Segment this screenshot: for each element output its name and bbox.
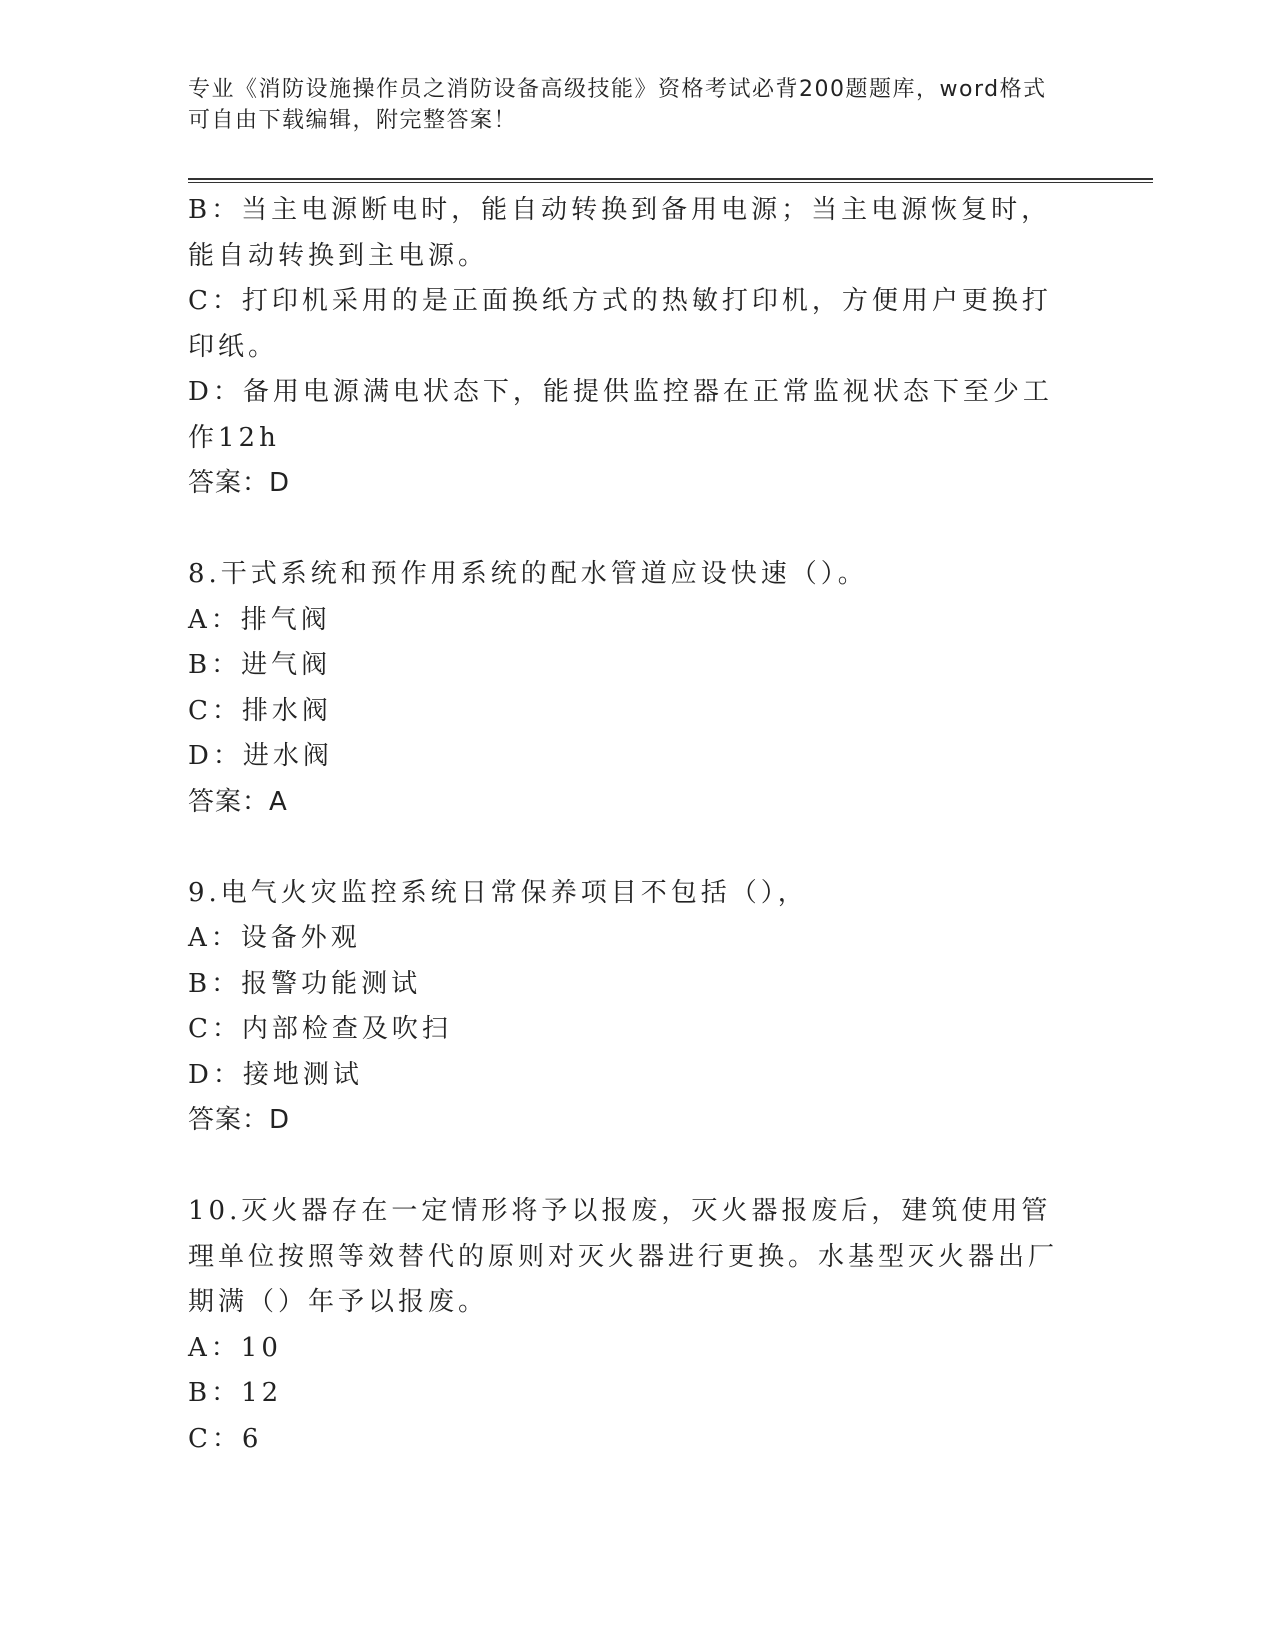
question-spacer [188,825,1078,871]
question-spacer [188,507,1078,553]
q8-option-b: B：进气阀 [188,650,332,680]
header-divider-thick [188,178,1153,180]
q8-option-a: A：排气阀 [188,604,331,635]
q9-question: 9.电气火灾监控系统日常保养项目不包括（）， [188,877,808,908]
q7-option-d: D：备用电源满电状态下，能提供监控器在正常监视状态下至少工作12h [188,377,1053,453]
q10-question: 10.灭火器存在一定情形将予以报废，灭火器报废后，建筑使用管理单位按照等效替代的原则对灭火器进行更换。水基型灭火器出厂期满（）年予以报废。 [188,1196,1059,1317]
q8-option-c: C：排水阀 [188,695,332,726]
q7-option-b: B：当主电源断电时，能自动转换到备用电源；当主电源恢复时，能自动转换到主电源。 [188,195,1052,271]
q8-option-d: D：进水阀 [188,741,333,771]
q9-option-b: B：报警功能测试 [188,968,422,999]
q9-option-a: A：设备外观 [188,923,361,953]
document-header: 专业《消防设施操作员之消防设备高级技能》资格考试必背200题题库，word格式可自由下载编辑，附完整答案！ [188,77,1047,133]
header-divider-thin [188,182,1153,183]
q9-option-c: C：内部检查及吹扫 [188,1014,452,1044]
q7-answer: 答案：D [188,468,291,498]
q8-answer: 答案：A [188,786,288,817]
q8-question: 8.干式系统和预作用系统的配水管道应设快速（）。 [188,559,868,589]
q7-option-c: C：打印机采用的是正面换纸方式的热敏打印机，方便用户更换打印纸。 [188,286,1052,362]
q10-option-b: B：12 [188,1378,283,1408]
question-spacer [188,1144,1078,1190]
q10-option-a: A：10 [188,1332,282,1363]
q10-option-c: C：6 [188,1423,263,1454]
q9-option-d: D：接地测试 [188,1059,363,1090]
q9-answer: 答案：D [188,1105,291,1135]
question-list [188,188,1078,1462]
